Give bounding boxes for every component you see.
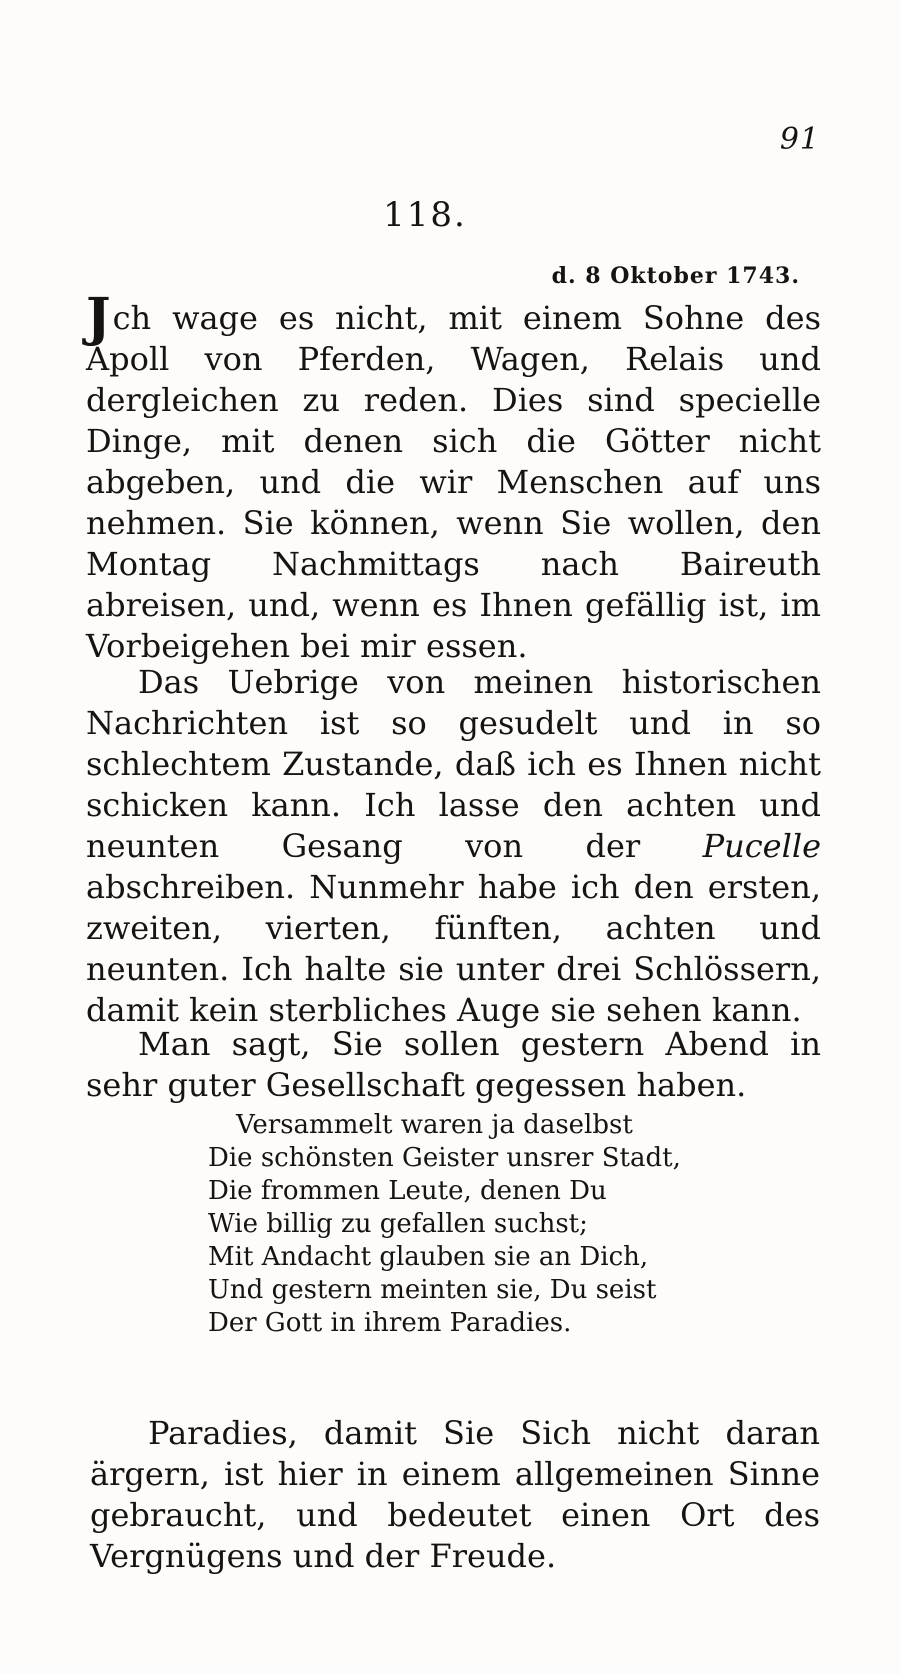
verse-line: Die frommen Leute, denen Du	[208, 1176, 607, 1206]
pucelle-title: Pucelle	[702, 827, 821, 865]
letter-date: d. 8 Oktober 1743.	[551, 263, 800, 289]
verse-line: Wie billig zu gefallen suchst;	[208, 1209, 588, 1239]
paragraph-2-text-before: Das Uebrige von meinen historischen Nachrichten ist so gesudelt und in so schlechtem Zustande, daß ich es Ihnen nicht schicken kann. Ich lasse den achten und neunten Gesang von der	[86, 663, 821, 865]
verse-line: Versammelt waren ja daselbst	[236, 1110, 633, 1140]
paragraph-2-text-after: abschreiben. Nunmehr habe ich den ersten, zweiten, vierten, fünften, achten und neunten. Ich halte sie unter drei Schlössern, damit kein sterbliches Auge sie sehen kann.	[86, 868, 821, 1029]
footnote-text: Paradies, damit Sie Sich nicht daran ärgern, ist hier in einem allgemeinen Sinne gebraucht, und bedeutet einen Ort des Vergnügens und der Freude.	[90, 1414, 820, 1575]
letter-number: 118.	[383, 195, 467, 235]
paragraph-3-text: Man sagt, Sie sollen gestern Abend in sehr guter Gesellschaft gegessen haben.	[86, 1025, 821, 1104]
paragraph-2	[86, 662, 821, 1031]
verse-line: Mit Andacht glauben sie an Dich,	[208, 1242, 649, 1272]
verse-block	[208, 1109, 728, 1340]
verse-line: Der Gott in ihrem Paradies.	[208, 1308, 572, 1338]
drop-cap: J	[86, 287, 111, 348]
paragraph-1	[86, 287, 821, 667]
footnote-paragraph	[90, 1413, 820, 1577]
paragraph-3	[86, 1024, 821, 1106]
paragraph-1-text: ch wage es nicht, mit einem Sohne des Apoll von Pferden, Wagen, Relais und dergleichen zu reden. Dies sind specielle Dinge, mit denen sich die Götter nicht abgeben, und die wir Menschen auf uns nehmen. Sie können, wenn Sie wollen, den Montag Nachmittags nach Baireuth abreisen, und, wenn es Ihnen gefällig ist, im Vorbeigehen bei mir essen.	[86, 299, 821, 665]
verse-line: Die schönsten Geister unsrer Stadt,	[208, 1143, 681, 1173]
verse-line: Und gestern meinten sie, Du seist	[208, 1275, 657, 1305]
page-number: 91	[779, 122, 820, 157]
